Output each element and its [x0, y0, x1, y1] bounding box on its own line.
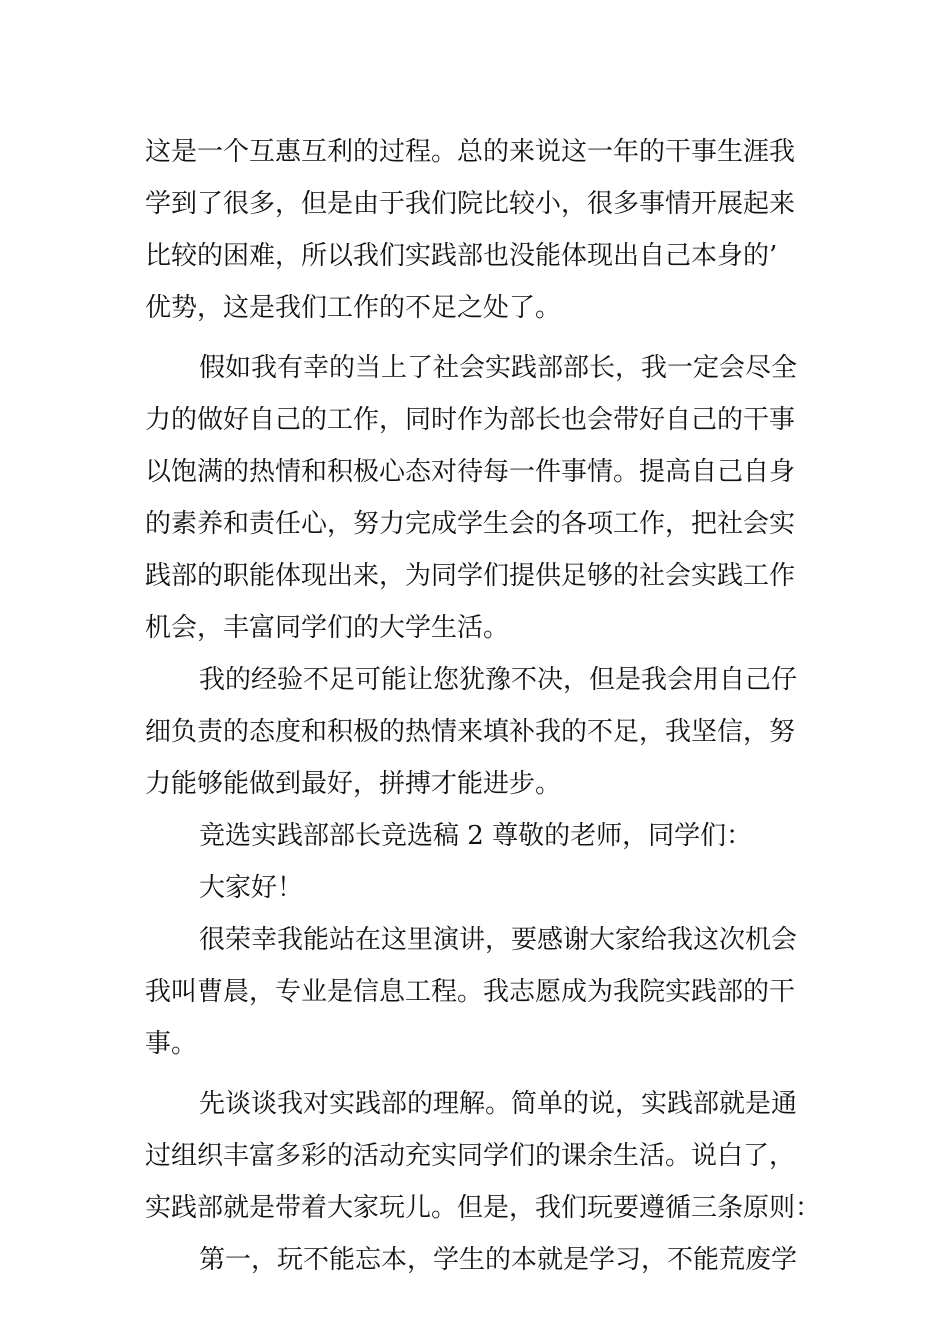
- text-line: 很荣幸我能站在这里演讲，要感谢大家给我这次机会: [199, 925, 798, 955]
- text-line: 践部的职能体现出来，为同学们提供足够的社会实践工作: [145, 561, 796, 591]
- text-line: 学到了很多，但是由于我们院比较小，很多事情开展起来: [145, 189, 796, 219]
- text-line: 以饱满的热情和积极心态对待每一件事情。提高自己自身: [145, 457, 796, 487]
- paragraph-spacer: [145, 1070, 810, 1078]
- text-line: 先谈谈我对实践部的理解。简单的说，实践部就是通: [199, 1089, 798, 1119]
- greeting-line: 大家好！: [199, 873, 304, 903]
- text-line: 过组织丰富多彩的活动充实同学们的课余生活。说白了，: [145, 1141, 796, 1171]
- text-line: 第一，玩不能忘本，学生的本就是学习，不能荒废学: [199, 1245, 798, 1275]
- section-heading-line: 竞选实践部部长竞选稿 2 尊敬的老师，同学们：: [199, 821, 753, 851]
- paragraph: [145, 126, 810, 334]
- text-line: 假如我有幸的当上了社会实践部部长，我一定会尽全: [199, 353, 798, 383]
- text-line: 事。: [145, 1029, 198, 1059]
- paragraph: [145, 862, 810, 914]
- text-line: 机会，丰富同学们的大学生活。: [145, 613, 510, 643]
- paragraph: [145, 1234, 810, 1286]
- text-line: 细负责的态度和积极的热情来填补我的不足，我坚信，努: [145, 717, 796, 747]
- text-line: 我的经验不足可能让您犹豫不决，但是我会用自己仔: [199, 665, 798, 695]
- text-line: 我叫曹晨，专业是信息工程。我志愿成为我院实践部的干: [145, 977, 796, 1007]
- paragraph: [145, 342, 810, 654]
- text-line: 力能够能做到最好，拼搏才能进步。: [145, 769, 562, 799]
- paragraph: [145, 654, 810, 810]
- text-line: 力的做好自己的工作，同时作为部长也会带好自己的干事: [145, 405, 796, 435]
- text-line: 的素养和责任心，努力完成学生会的各项工作，把社会实: [145, 509, 796, 539]
- paragraph: [145, 810, 810, 862]
- paragraph: [145, 1078, 822, 1234]
- document-body: [145, 126, 822, 1286]
- text-line: 优势，这是我们工作的不足之处了。: [145, 293, 562, 323]
- paragraph-spacer: [145, 334, 810, 342]
- text-line: 实践部就是带着大家玩儿。但是，我们玩要遵循三条原则：: [145, 1193, 822, 1223]
- text-line: 比较的困难，所以我们实践部也没能体现出自己本身的’: [145, 241, 778, 271]
- text-line: 这是一个互惠互利的过程。总的来说这一年的干事生涯我: [145, 137, 796, 167]
- paragraph: [145, 914, 810, 1070]
